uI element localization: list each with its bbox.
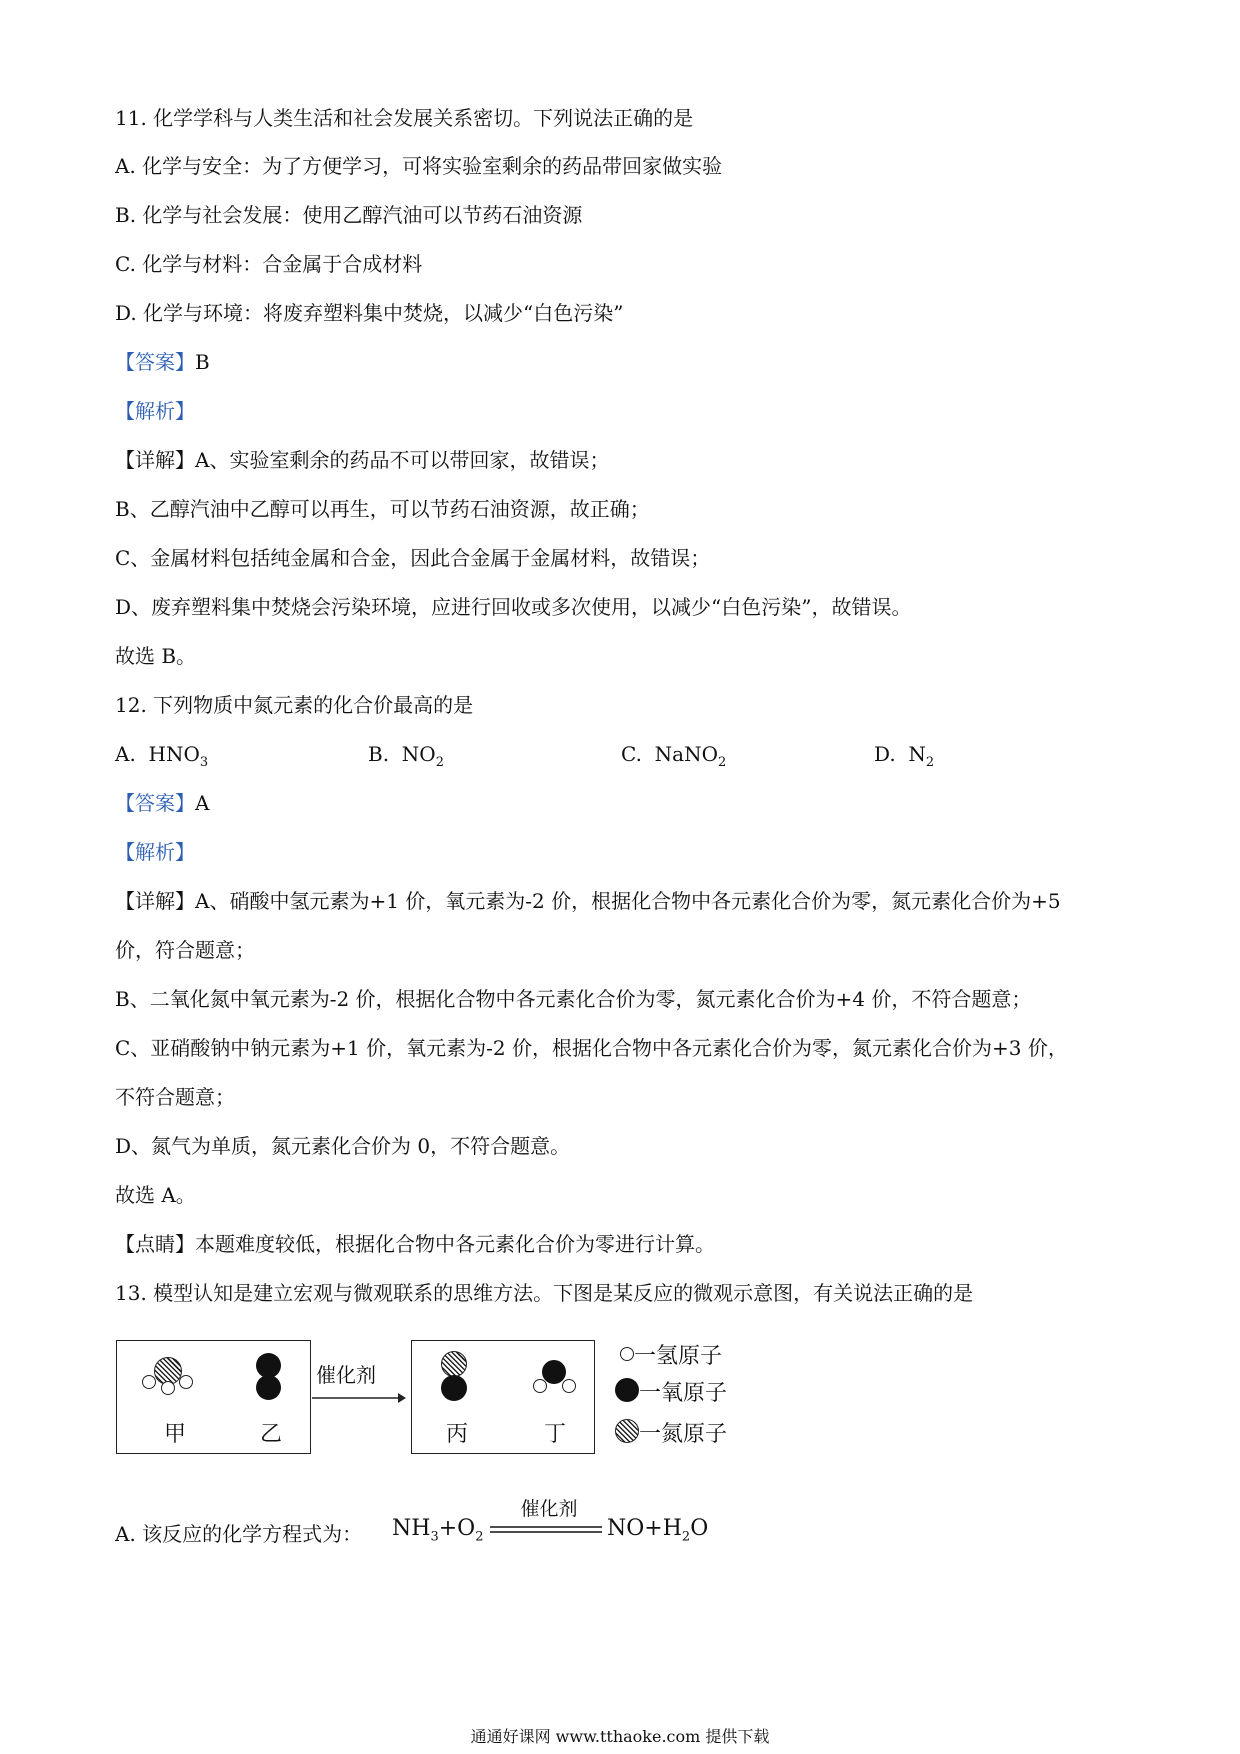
option-subscript: 2 (718, 755, 727, 770)
q12-detail-1 (115, 887, 1061, 915)
q12-comment (115, 1230, 715, 1258)
option-letter: A. (115, 742, 136, 766)
answer-value: A (195, 791, 210, 815)
option-letter: B. (368, 742, 390, 766)
q12-answer (115, 789, 209, 817)
q11-answer (115, 348, 210, 376)
page-footer: 通通好课网 www.tthaoke.com 提供下载 (470, 1727, 770, 1746)
option-formula: NO (401, 742, 436, 766)
q11-option-a: A. 化学与安全：为了方便学习，可将实验室剩余的药品带回家做实验 (115, 154, 723, 178)
q11-detail-3: C、金属材料包括纯金属和合金，因此合金属于金属材料，故错误； (115, 546, 711, 570)
formula-noh: NO+H (607, 1516, 682, 1541)
q11-stem: 11. 化学学科与人类生活和社会发展关系密切。下列说法正确的是 (115, 106, 694, 130)
legend-oxygen: 一氧原子 (639, 1381, 728, 1406)
nitrogen-legend-icon (615, 1419, 639, 1443)
q11-detail-4: D、废弃塑料集中焚烧会污染环境，应进行回收或多次使用，以减少“白色污染”，故错误。 (115, 595, 912, 619)
hydrogen-atom (533, 1379, 547, 1393)
label-jia: 甲 (164, 1422, 187, 1447)
q12-option-b (368, 740, 444, 777)
answer-value: B (195, 350, 210, 374)
label-yi: 乙 (260, 1422, 283, 1447)
option-a-prefix: A. 该反应的化学方程式为： (115, 1522, 363, 1546)
legend-hydrogen: 一氢原子 (634, 1344, 723, 1369)
product-box (411, 1340, 595, 1454)
reaction-diagram (116, 1335, 756, 1465)
formula-o: O (690, 1516, 709, 1541)
option-formula: HNO (148, 742, 200, 766)
reaction-arrow (310, 1390, 408, 1406)
oxygen-atom (441, 1375, 467, 1401)
detail-text: A、实验室剩余的药品不可以带回家，故错误； (195, 448, 610, 472)
subscript: 2 (475, 1529, 484, 1545)
option-letter: D. (874, 742, 896, 766)
label-bing: 丙 (446, 1422, 469, 1447)
q11-detail-1 (115, 446, 609, 474)
q12-stem: 12. 下列物质中氮元素的化合价最高的是 (115, 693, 474, 717)
hydrogen-atom (161, 1381, 175, 1395)
option-formula: NaNO (654, 742, 718, 766)
hydrogen-atom (562, 1379, 576, 1393)
q12-detail-2: 价，符合题意； (115, 938, 255, 962)
comment-text: 本题难度较低，根据化合物中各元素化合价为零进行计算。 (195, 1232, 715, 1256)
option-subscript: 2 (925, 755, 935, 770)
hydrogen-atom (142, 1375, 156, 1389)
nitrogen-atom (441, 1351, 467, 1377)
option-subscript: 3 (199, 755, 209, 770)
answer-tag: 【答案】 (115, 350, 195, 374)
detail-tag: 【详解】 (115, 448, 195, 472)
q12-detail-3: B、二氧化氮中氧元素为-2 价，根据化合物中各元素化合价为零，氮元素化合价为+4 价，不符合题意； (115, 987, 1032, 1011)
q11-conclusion: 故选 B。 (115, 644, 197, 668)
formula-o: +O (438, 1516, 476, 1541)
detail-tag: 【详解】 (115, 889, 195, 913)
q13-stem: 13. 模型认知是建立宏观与微观联系的思维方法。下图是某反应的微观示意图，有关说法正确的是 (115, 1281, 974, 1305)
label-ding: 丁 (544, 1422, 567, 1447)
option-formula: N (908, 742, 926, 766)
oxygen-atom (542, 1360, 566, 1384)
answer-tag: 【答案】 (115, 791, 195, 815)
equation-catalyst: 催化剂 (520, 1498, 578, 1520)
hydrogen-atom (179, 1375, 193, 1389)
q12-option-a (115, 740, 208, 777)
option-subscript: 2 (435, 755, 444, 770)
equation-right (607, 1516, 708, 1544)
q12-detail-5: 不符合题意； (115, 1085, 235, 1109)
q11-detail-2: B、乙醇汽油中乙醇可以再生，可以节药石油资源，故正确； (115, 497, 650, 521)
legend-nitrogen: 一氮原子 (639, 1422, 728, 1447)
q12-conclusion: 故选 A。 (115, 1183, 196, 1207)
q11-option-b: B. 化学与社会发展：使用乙醇汽油可以节药石油资源 (115, 203, 583, 227)
q12-analysis-tag: 【解析】 (115, 840, 195, 864)
catalyst-label: 催化剂 (316, 1363, 376, 1387)
option-letter: C. (621, 742, 642, 766)
subscript: 3 (430, 1529, 439, 1545)
q11-option-d: D. 化学与环境：将废弃塑料集中焚烧，以减少“白色污染” (115, 301, 624, 325)
oxygen-atom (256, 1375, 281, 1400)
comment-tag: 【点睛】 (115, 1232, 195, 1256)
equation-equals (490, 1524, 602, 1536)
q12-option-c (621, 740, 726, 777)
q12-option-d (874, 740, 934, 777)
equation-left (392, 1516, 483, 1544)
oxygen-legend-icon (615, 1378, 639, 1402)
q12-detail-4: C、亚硝酸钠中钠元素为+1 价，氧元素为-2 价，根据化合物中各元素化合价为零，氮元素化合价为+3 价， (115, 1036, 1068, 1060)
formula-nh: NH (392, 1516, 431, 1541)
hydrogen-legend-icon (620, 1347, 634, 1361)
subscript: 2 (681, 1529, 691, 1545)
detail-text: A、硝酸中氢元素为+1 价，氧元素为-2 价，根据化合物中各元素化合价为零，氮元素化合价为+5 (195, 889, 1061, 913)
q11-analysis-tag: 【解析】 (115, 399, 195, 423)
q11-option-c: C. 化学与材料：合金属于合成材料 (115, 252, 423, 276)
q12-detail-6: D、氮气为单质，氮元素化合价为 0，不符合题意。 (115, 1134, 571, 1158)
